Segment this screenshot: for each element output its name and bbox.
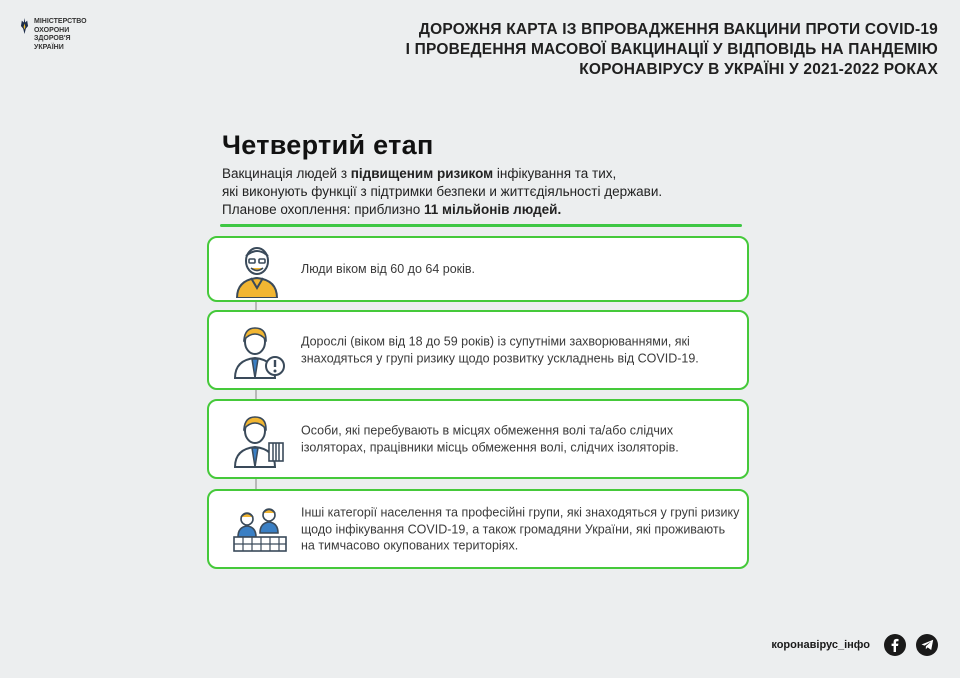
trident-icon	[20, 18, 29, 34]
green-divider	[220, 224, 742, 227]
card-text: Інші категорії населення та професійні групи, які знаходяться у групі ризику щодо інфікування COVID-19, а також громадяни України, які проживають на тимчасово окупованих територіях.	[301, 505, 740, 553]
intro-line-2: які виконують функції з підтримки безпеки и життєдіяльності держави.	[222, 184, 663, 199]
ministry-name: МІНІСТЕРСТВО ОХОРОНИ ЗДОРОВ'Я УКРАЇНИ	[34, 18, 87, 51]
ministry-logo	[20, 18, 87, 52]
page-title: ДОРОЖНЯ КАРТА ІЗ ВПРОВАДЖЕННЯ ВАКЦИНИ ПРОТИ COVID-19 І ПРОВЕДЕННЯ МАСОВОЇ ВАКЦИНАЦІЇ У ВІДПОВІДЬ НА ПАНДЕМІЮ КОРОНАВІРУСУ В УКРАЇНІ У 2021-2022 РОКАХ	[405, 21, 938, 78]
telegram-icon[interactable]	[916, 634, 938, 656]
footer-site-label: коронавірус_інфо	[771, 639, 870, 651]
stage-title: Четвертий етап	[222, 130, 434, 160]
stage-intro	[222, 165, 762, 219]
card-elderly	[207, 236, 749, 302]
card-text: Дорослі (віком від 18 до 59 років) із супутніми захворюваннями, які знаходяться у групі ризику щодо розвитку ускладнень від COVID-19.	[301, 334, 699, 365]
intro-line-3: Планове охоплення: приблизно 11 мільйонів людей.	[222, 202, 562, 217]
card-detention	[207, 399, 749, 479]
card-text: Люди віком від 60 до 64 років.	[301, 261, 476, 276]
elderly-person-icon	[231, 242, 283, 298]
card-comorbidities	[207, 310, 749, 390]
person-behind-bars-icon	[231, 413, 287, 469]
facebook-icon[interactable]	[884, 634, 906, 656]
card-other-groups	[207, 489, 749, 569]
group-of-people-icon	[231, 507, 289, 553]
intro-line-1: Вакцинація людей з підвищеним ризиком інфікування та тих,	[222, 166, 617, 181]
footer	[771, 634, 938, 656]
card-text: Особи, які перебувають в місцях обмеження волі та/або слідчих ізоляторах, працівники місць обмеження волі, слідчих ізоляторів.	[301, 423, 679, 454]
person-with-warning-icon	[231, 322, 287, 380]
